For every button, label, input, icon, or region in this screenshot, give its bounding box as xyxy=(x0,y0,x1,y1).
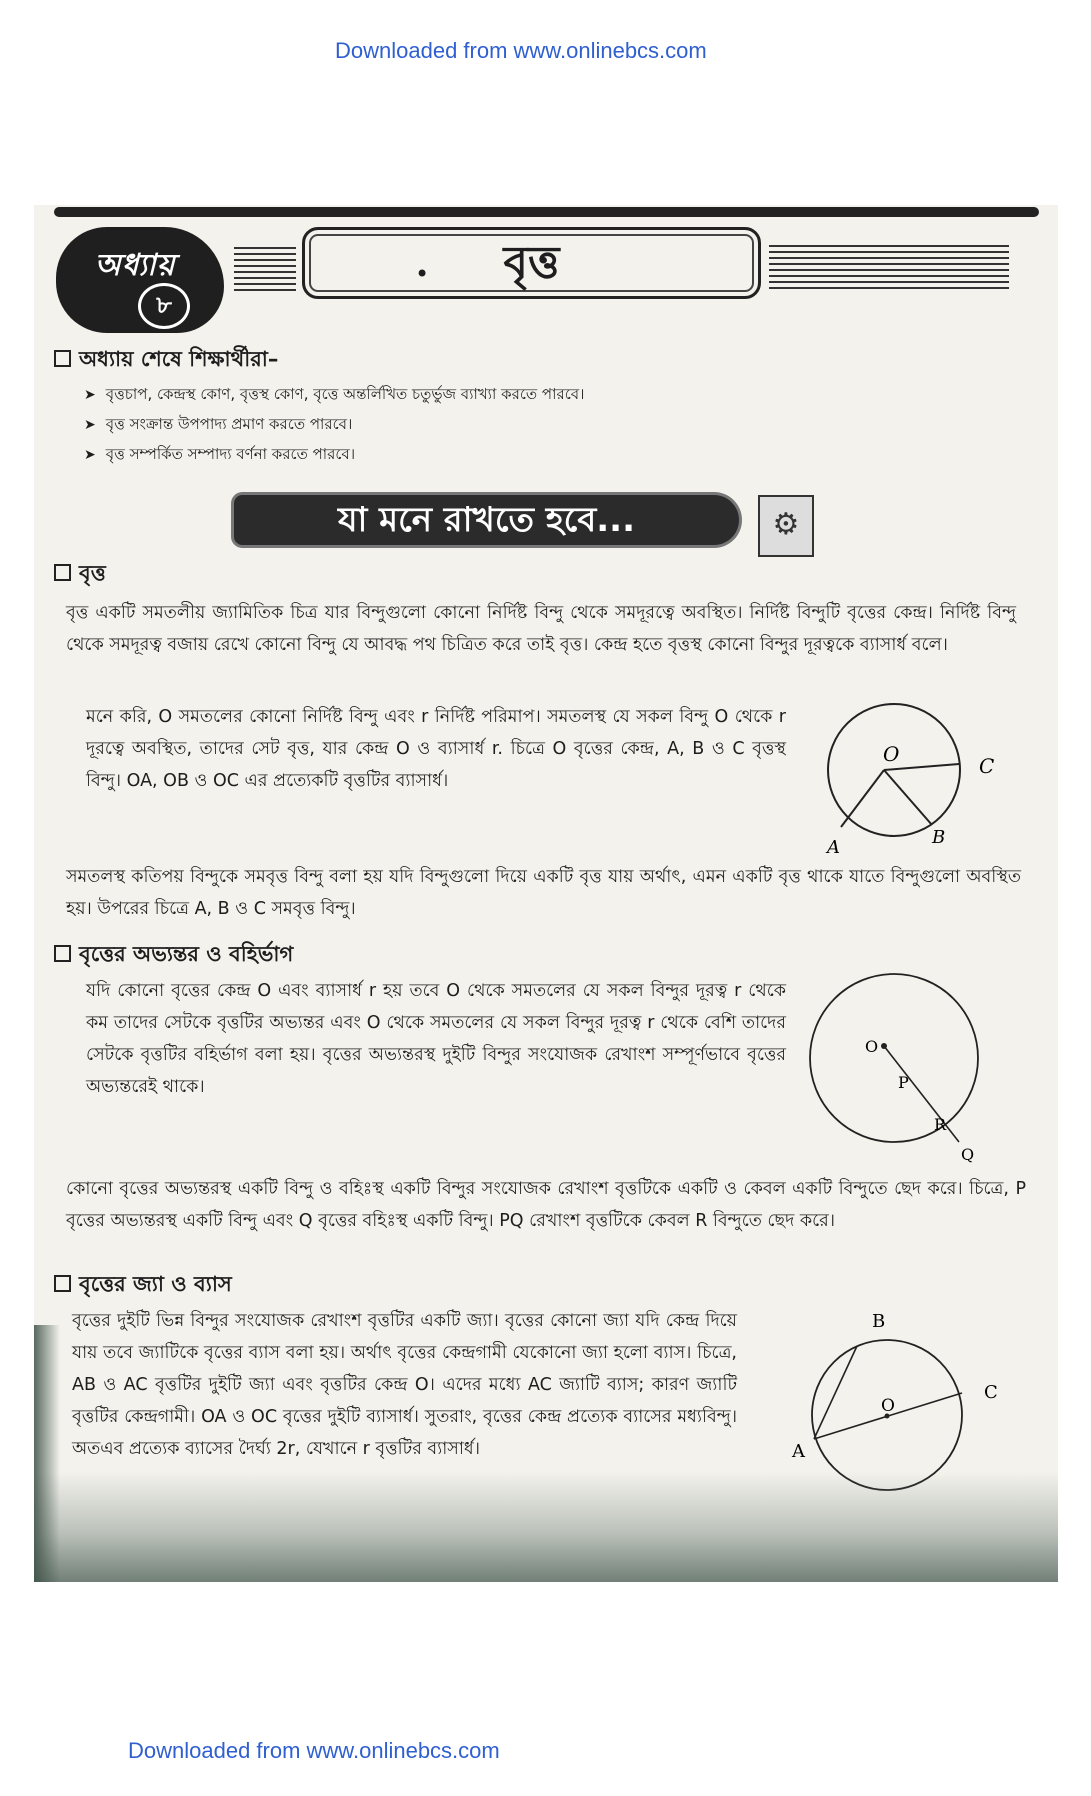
label-a: A xyxy=(792,1441,805,1462)
section-heading-circle: বৃত্ত xyxy=(54,557,106,592)
chapter-title: বৃত্ত xyxy=(503,237,560,288)
label-b: B xyxy=(872,1311,886,1332)
circle-figure xyxy=(799,695,1029,860)
objectives-heading: অধ্যায় শেষে শিক্ষার্থীরা– xyxy=(54,343,278,378)
label-a: A xyxy=(827,837,840,858)
arrow-bullet-icon: ➤ xyxy=(84,387,96,403)
chapter-number: ৮ xyxy=(138,283,190,329)
chord-figure xyxy=(774,1305,1024,1500)
interior-exterior-segment: কোনো বৃত্তের অভ্যন্তরস্থ একটি বিন্দু ও বহিঃস্থ একটি বিন্দুর সংযোজক রেখাংশ বৃত্তটিকে একটি ও কেবল একটি বিন্দুতে ছেদ করে। চিত্রে, P বৃত্তের অভ্যন্তরস্থ একটি বিন্দু এবং Q বৃত্তের বহিঃস্থ একটি বিন্দু। PQ রেখাংশ বৃত্তটিকে কেবল R বিন্দুতে ছেদ করে। xyxy=(66,1179,1026,1231)
remember-banner: যা মনে রাখতে হবে... xyxy=(234,495,739,545)
chapter-word: অধ্যায় xyxy=(94,248,176,283)
objective-item: ➤ বৃত্তচাপ, কেন্দ্রস্থ কোণ, বৃত্তস্থ কোণ, বৃত্তে অন্তর্লিখিত চতুর্ভুজ ব্যাখ্যা করতে পারবে। xyxy=(84,385,585,403)
interior-figure xyxy=(809,970,1039,1170)
chord-definition: বৃত্তের দুইটি ভিন্ন বিন্দুর সংযোজক রেখাংশ বৃত্তটির একটি জ্যা। বৃত্তের কোনো জ্যা যদি কেন্দ্র দিয়ে যায় তবে জ্যাটিকে বৃত্তের ব্যাস বলা হয়। অর্থাৎ বৃত্তের কেন্দ্রগামী যেকোনো জ্যা হলো ব্যাস। চিত্রে, AB ও AC বৃত্তটির দুইটি জ্যা এবং বৃত্তটির কেন্দ্র O। এদের মধ্যে AC জ্যাটি ব্যাস; কারণ জ্যাটি বৃত্তটির কেন্দ্রগামী। OA ও OC বৃত্তের দুইটি ব্যাসার্ধ। সুতরাং, বৃত্তের কেন্দ্র প্রত্যেক ব্যাসের মধ্যবিন্দু। অতএব প্রত্যেক ব্যাসের দৈর্ঘ্য 2r, যেখানে r বৃত্তটির ব্যাসার্ধ। xyxy=(72,1311,737,1459)
title-dot: • xyxy=(415,260,430,288)
arrow-bullet-icon: ➤ xyxy=(84,447,96,463)
label-b: B xyxy=(932,827,946,848)
circle-definition: বৃত্ত একটি সমতলীয় জ্যামিতিক চিত্র যার বিন্দুগুলো কোনো নির্দিষ্ট বিন্দু থেকে সমদূরত্বে অবস্থিত। নির্দিষ্ট বিন্দুটি বৃত্তের কেন্দ্র। নির্দিষ্ট বিন্দু থেকে সমদূরত্ব বজায় রেখে কোনো বিন্দু যে আবদ্ধ পথ চিত্রিত করে তাই বৃত্ত। কেন্দ্র হতে বৃত্তস্থ কোনো বিন্দুর দূরত্বকে ব্যাসার্ধ বলে। xyxy=(66,603,1016,655)
label-o: O xyxy=(881,1396,895,1416)
point-o xyxy=(881,1043,887,1049)
label-o: O xyxy=(865,1037,879,1056)
segment-pq xyxy=(884,1046,959,1142)
decorative-stripes-left xyxy=(234,247,296,295)
checkbox-icon xyxy=(54,350,71,367)
radius-oa xyxy=(841,770,884,827)
section-heading-chord: বৃত্তের জ্যা ও ব্যাস xyxy=(54,1268,232,1303)
concyclic-definition: সমতলস্থ কতিপয় বিন্দুকে সমবৃত্ত বিন্দু বলা হয় যদি বিন্দুগুলো দিয়ে একটি বৃত্ত যায় অর্থাৎ, এমন একটি বৃত্ত থাকে যাতে বিন্দুগুলো অবস্থিত হয়। উপরের চিত্রে A, B ও C সমবৃত্ত বিন্দু। xyxy=(66,867,1021,919)
download-link-bottom[interactable]: Downloaded from www.onlinebcs.com xyxy=(128,1738,500,1763)
checkbox-icon xyxy=(54,945,71,962)
interior-definition: যদি কোনো বৃত্তের কেন্দ্র O এবং ব্যাসার্ধ r হয় তবে O থেকে সমতলের যে সকল বিন্দুর দূরত্ব r থেকে কম তাদের সেটকে বৃত্তটির অভ্যন্তর এবং O থেকে সমতলের যে সকল বিন্দুর দূরত্ব r থেকে বেশি তাদের সেটকে বৃত্তটির বহির্ভাগ বলা হয়। বৃত্তের অভ্যন্তরস্থ দুইটি বিন্দুর সংযোজক রেখাংশ সম্পূর্ণভাবে বৃত্তের অভ্যন্তরেই থাকে। xyxy=(86,981,786,1097)
header-bar xyxy=(54,207,1039,217)
label-q: Q xyxy=(961,1145,975,1164)
objective-item: ➤ বৃত্ত সংক্রান্ত উপপাদ্য প্রমাণ করতে পারবে। xyxy=(84,415,353,433)
section-heading-interior: বৃত্তের অভ্যন্তর ও বহির্ভাগ xyxy=(54,938,293,973)
chapter-title-box xyxy=(302,227,761,299)
radius-ob xyxy=(884,770,932,825)
objective-item: ➤ বৃত্ত সম্পর্কিত সম্পাদ্য বর্ণনা করতে পারবে। xyxy=(84,445,356,463)
checkbox-icon xyxy=(54,1275,71,1292)
checkbox-icon xyxy=(54,564,71,581)
download-link-top[interactable]: Downloaded from www.onlinebcs.com xyxy=(335,38,707,63)
circle-set-definition: মনে করি, O সমতলের কোনো নির্দিষ্ট বিন্দু এবং r নির্দিষ্ট পরিমাপ। সমতলস্থ যে সকল বিন্দু O থেকে r দূরত্বে অবস্থিত, তাদের সেট বৃত্ত, যার কেন্দ্র O ও ব্যাসার্ধ r. চিত্রে O বৃত্তের কেন্দ্র, A, B ও C বৃত্তস্থ বিন্দু। OA, OB ও OC এর প্রত্যেকটি বৃত্তটির ব্যাসার্ধ। xyxy=(86,707,786,791)
scan-edge-shadow xyxy=(34,1325,60,1582)
label-r: R xyxy=(934,1115,947,1134)
label-c: C xyxy=(979,754,995,778)
label-p: P xyxy=(898,1073,909,1092)
decorative-stripes-right xyxy=(769,245,1009,293)
label-o: O xyxy=(883,742,900,766)
scanned-page xyxy=(34,205,1058,1582)
brain-icon: ⚙ xyxy=(758,495,814,557)
arrow-bullet-icon: ➤ xyxy=(84,417,96,433)
label-c: C xyxy=(984,1382,998,1403)
chapter-badge xyxy=(56,227,224,333)
